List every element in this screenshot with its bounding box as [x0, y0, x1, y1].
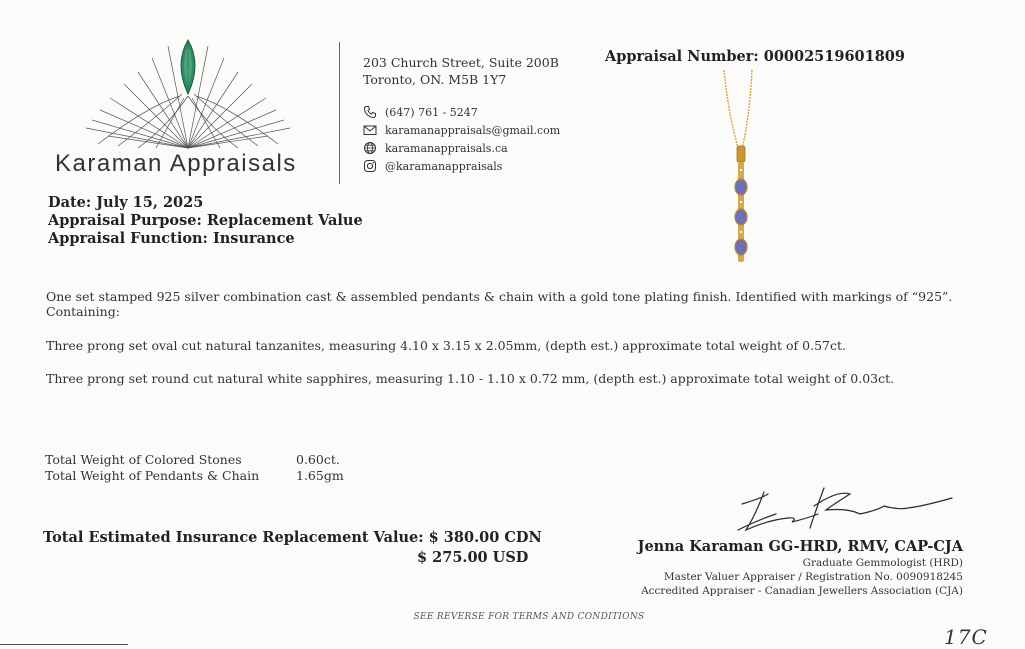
address-line-2: Toronto, ON. M5B 1Y7: [363, 72, 507, 87]
instagram-row: [363, 157, 560, 175]
handwritten-mark: 17C: [944, 625, 988, 649]
header-divider: [339, 42, 340, 184]
appraisal-function: Appraisal Function: Insurance: [48, 230, 295, 247]
totals-label: Total Weight of Colored Stones: [45, 452, 242, 467]
email-row: [363, 121, 560, 139]
totals-value: 1.65gm: [296, 468, 344, 483]
value-cdn: $ 380.00 CDN: [428, 529, 542, 546]
appraisal-purpose: Appraisal Purpose: Replacement Value: [48, 212, 363, 229]
value-usd: $ 275.00 USD: [417, 549, 529, 566]
address-line-1: 203 Church Street, Suite 200B: [363, 55, 559, 70]
pendant-photo: [716, 70, 766, 265]
appraiser-signature: [728, 484, 956, 534]
appraisal-number: Appraisal Number: 00002519601809: [605, 48, 905, 65]
description-containing: Containing:: [46, 304, 120, 319]
phone-number[interactable]: (647) 761 - 5247: [385, 105, 478, 119]
appraisal-header-fields: [48, 194, 363, 248]
appraiser-title-3: Accredited Appraiser - Canadian Jewellers Association (CJA): [641, 585, 963, 597]
totals-value: 0.60ct.: [296, 452, 340, 467]
globe-icon: [363, 141, 377, 155]
replacement-value: [43, 528, 542, 568]
appraiser-title-1: Graduate Gemmologist (HRD): [802, 557, 963, 569]
phone-row: [363, 103, 560, 121]
email-icon: [363, 123, 377, 137]
appraisal-date: Date: July 15, 2025: [48, 194, 204, 211]
stone-description-sapphire: Three prong set round cut natural white sapphires, measuring 1.10 - 1.10 x 0.72 mm, (depth est.) approximate total weight of 0.03ct.: [46, 371, 895, 386]
instagram-icon: [363, 159, 377, 173]
stone-description-tanzanite: Three prong set oval cut natural tanzanites, measuring 4.10 x 3.15 x 2.05mm, (depth est.) approximate total weight of 0.57ct.: [46, 338, 846, 353]
appraiser-title-2: Master Valuer Appraiser / Registration No. 0090918245: [663, 571, 963, 583]
item-description: [46, 289, 952, 319]
appraiser-block: [638, 538, 963, 598]
replacement-value-label: Total Estimated Insurance Replacement Value:: [43, 529, 424, 546]
terms-note: SEE REVERSE FOR TERMS AND CONDITIONS: [413, 612, 645, 622]
totals-row: [45, 452, 344, 468]
website-row: [363, 139, 560, 157]
instagram-handle[interactable]: @karamanappraisals: [385, 159, 503, 173]
email-address[interactable]: karamanappraisals@gmail.com: [385, 123, 561, 137]
totals-label: Total Weight of Pendants & Chain: [45, 468, 260, 483]
totals-row: [45, 468, 344, 484]
website-link[interactable]: karamanappraisals.ca: [385, 141, 508, 155]
contact-block: [363, 54, 560, 175]
appraiser-name: Jenna Karaman GG-HRD, RMV, CAP-CJA: [637, 538, 963, 555]
phone-icon: [363, 105, 377, 119]
totals-table: [45, 452, 344, 484]
logo-emblem: [78, 36, 298, 154]
description-line-1: One set stamped 925 silver combination cast & assembled pendants & chain with a gold tone plating finish. Identified with markings of “925”.: [46, 289, 953, 304]
brand-name: Karaman Appraisals: [55, 150, 297, 177]
bottom-rule: [0, 644, 128, 645]
